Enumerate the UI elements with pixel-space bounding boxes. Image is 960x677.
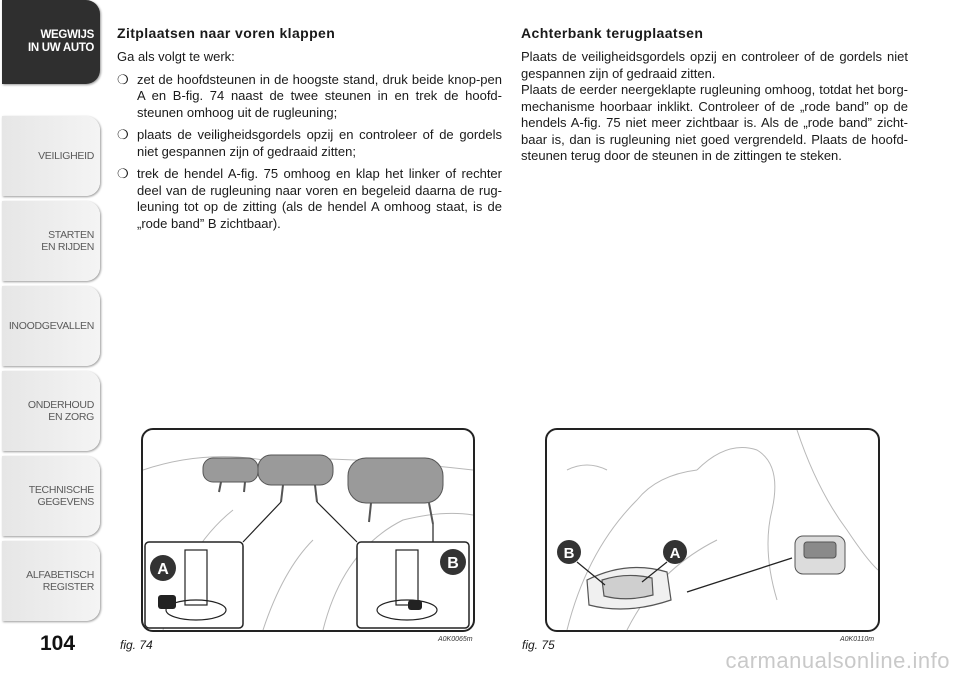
callout-a-label: A [157, 561, 169, 578]
tab-wegwijs-in-uw-auto[interactable]: WEGWIJS IN UW AUTO [2, 0, 100, 84]
seat-lever-illustration [547, 430, 878, 630]
list-item-text: trek de hendel A-fig. 75 omhoog en klap het linker of rechter deel van de rugleuning naar voren en begeleid daarna de rug-leuning tot op de zitting (als de hendel A omhoog staat, is de „rode band” B zichtbaar). [137, 166, 502, 231]
list-item-text: plaats de veiligheidsgordels opzij en controleer of de gordels niet gespannen zijn of gedraaid zitten; [137, 127, 502, 159]
circle-bullet-icon: ❍ [117, 166, 129, 181]
page-number: 104 [40, 632, 76, 655]
list-item [117, 166, 502, 232]
intro-text: Ga als volgt te werk: [117, 49, 235, 64]
figure-74-headrests [141, 428, 475, 632]
figure-code: A0K0110m [840, 636, 875, 643]
instruction-list [117, 72, 502, 233]
tab-veiligheid[interactable]: VEILIGHEID [2, 116, 100, 196]
figure-caption: fig. 74 [120, 638, 153, 652]
circle-bullet-icon: ❍ [117, 71, 129, 87]
section-folding-seats [117, 25, 502, 238]
list-item [117, 72, 502, 122]
section-heading: Achterbank terugplaatsen [521, 25, 704, 41]
tab-in-noodgevallen[interactable]: INOODGEVALLEN [2, 286, 100, 366]
chapter-sidebar [0, 0, 102, 677]
figure-code: A0K0065m [438, 636, 473, 643]
tab-alfabetisch-register[interactable]: ALFABETISCH REGISTER [2, 541, 100, 621]
list-item-text: zet de hoofdsteunen in de hoogste stand, druk beide knop-pen A en B-fig. 74 naast de twee steunen in en trek de hoofd-steunen omhoog uit de rugleuning; [137, 71, 502, 120]
list-item [117, 127, 502, 160]
figure-caption: fig. 75 [522, 638, 555, 652]
circle-bullet-icon: ❍ [117, 127, 129, 142]
tab-technische-gegevens[interactable]: TECHNISCHE GEGEVENS [2, 456, 100, 536]
callout-b-label: B [563, 545, 575, 562]
paragraph: Plaats de eerder neergeklapte rugleuning omhoog, totdat het borg-mechanisme hoorbaar inklikt. Controleer of de „rode band” op de hendels A-fig. 75 niet meer zichtbaar is. Als de „rode band” zicht-baar is, dan is rugleuning niet goed vergrendeld. Plaats de hoofd-steunen terug door de steunen in de zittingen te steken. [521, 82, 908, 163]
paragraph: Plaats de veiligheidsgordels opzij en controleer of de gordels niet gespannen zijn of gedraaid zitten. [521, 49, 908, 81]
callout-b-label: B [447, 555, 459, 572]
callout-a-label: A [669, 545, 681, 562]
section-heading: Zitplaatsen naar voren klappen [117, 25, 336, 41]
tab-onderhoud-en-zorg[interactable]: ONDERHOUD EN ZORG [2, 371, 100, 451]
tab-starten-en-rijden[interactable]: STARTEN EN RIJDEN [2, 201, 100, 281]
section-replace-rear-seat [521, 25, 908, 165]
figure-75-seat-lever [545, 428, 880, 632]
headrest-illustration [143, 430, 473, 630]
watermark-text: carmanualsonline.info [725, 648, 950, 673]
